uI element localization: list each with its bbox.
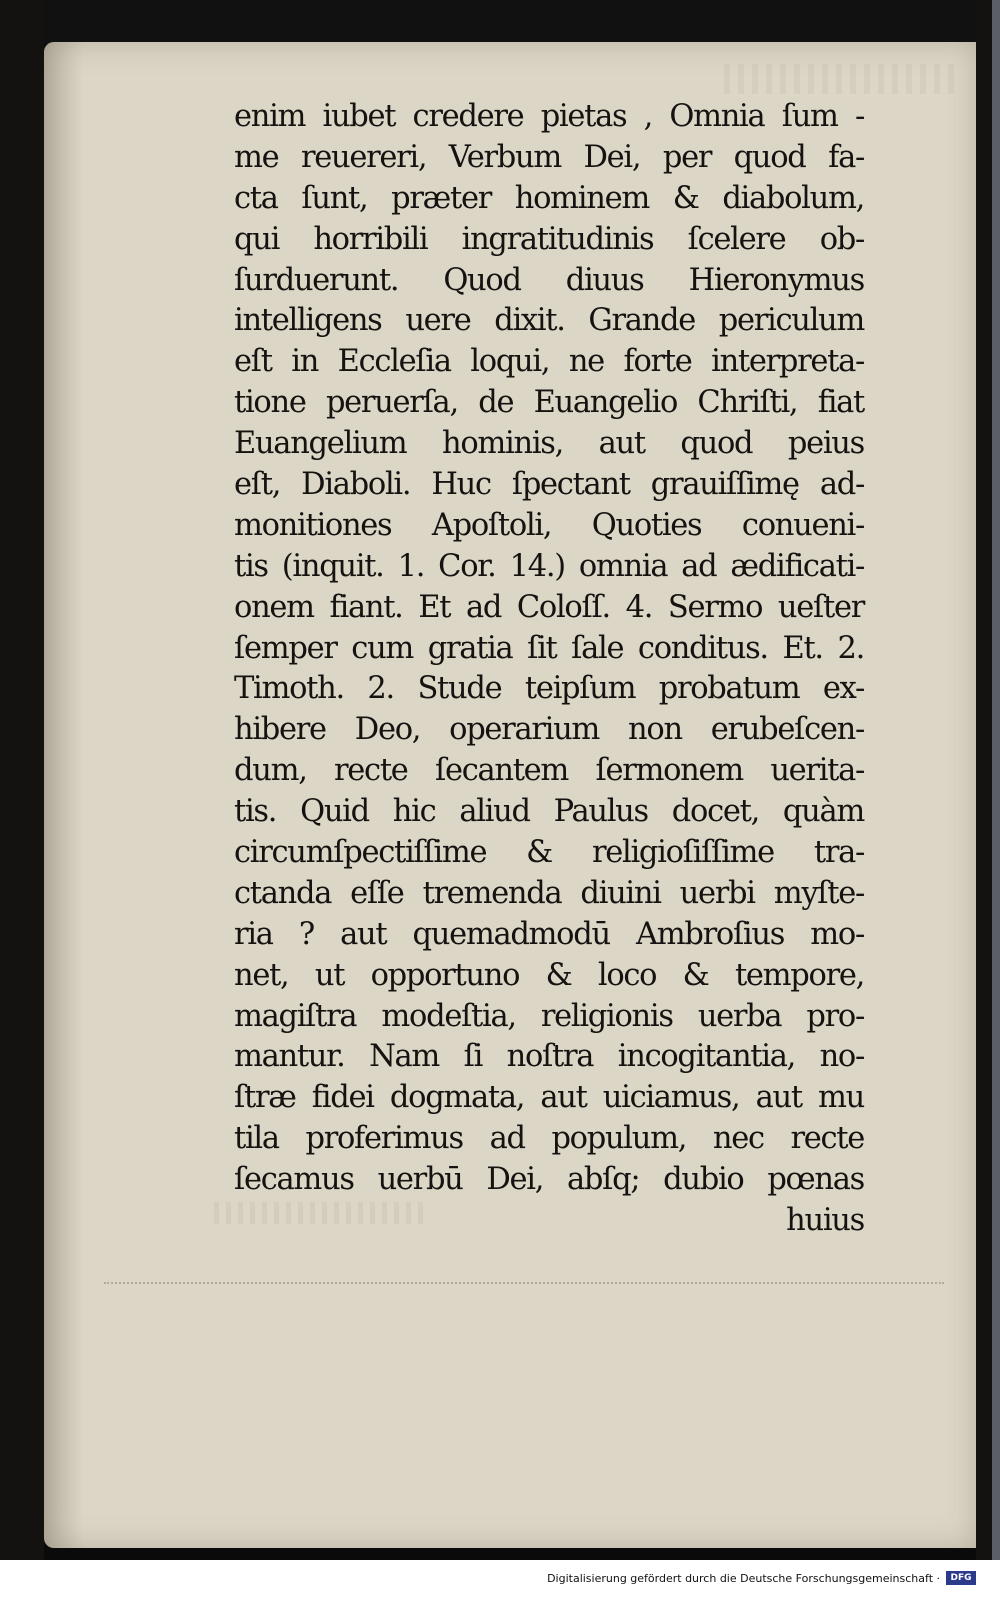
text-line-27: ſecamus uerbū Dei, abſq; dubio pœnas [234, 1162, 864, 1198]
scan-border-left [0, 0, 44, 1560]
dfg-logo: DFG [946, 1571, 976, 1585]
text-line-14: ſemper cum gratia ſit ſale conditus. Et. 2. [234, 630, 864, 666]
text-line-3: cta ſunt, præter hominem & diabolum, [234, 180, 864, 216]
body-text [234, 97, 864, 1242]
text-line-15: Timoth. 2. Stude teipſum probatum ex- [234, 671, 864, 707]
text-line-10: eſt, Diaboli. Huc ſpectant grauiſſimę ad- [234, 467, 864, 503]
text-line-7: eſt in Eccleſia loqui, ne forte interpreta- [234, 344, 864, 380]
text-line-18: tis. Quid hic aliud Paulus docet, quàm [234, 794, 864, 830]
text-line-5: ſurduerunt. Quod diuus Hieronymus [234, 262, 864, 298]
text-line-1: enim iubet credere pietas , Omnia ſum - [234, 99, 864, 134]
text-line-22: net, ut opportuno & loco & tempore, [234, 957, 864, 993]
text-line-17: dum, recte ſecantem ſermonem uerita- [234, 753, 864, 789]
text-line-26: tila proferimus ad populum, nec recte [234, 1121, 864, 1157]
text-line-25: ſtræ fidei dogmata, aut uiciamus, aut mu [234, 1080, 864, 1116]
text-line-13: onem fiant. Et ad Coloſſ. 4. Sermo ueſter [234, 589, 864, 625]
text-line-4: qui horribili ingratitudinis ſcelere ob- [234, 221, 864, 257]
scan-border-top [0, 0, 1000, 44]
scan-edge-strip [992, 0, 1000, 1560]
footer-bar [0, 1560, 1000, 1599]
text-line-8: tione peruerſa, de Euangelio Chriſti, fiat [234, 385, 864, 421]
text-line-21: ria ? aut quemadmodū Ambroſius mo- [234, 916, 864, 952]
text-line-12: tis (inquit. 1. Cor. 14.) omnia ad ædificati- [234, 548, 864, 584]
text-line-23: magiſtra modeſtia, religionis uerba pro- [234, 998, 864, 1034]
catchword: huius [786, 1203, 864, 1239]
text-line-16: hibere Deo, operarium non erubeſcen- [234, 712, 864, 748]
text-line-19: circumſpectiſſime & religioſiſſime tra- [234, 835, 864, 871]
text-line-11: monitiones Apoſtoli, Quoties conueni- [234, 507, 864, 543]
page-fold-line [104, 1282, 944, 1284]
text-line-6: intelligens uere dixit. Grande periculum [234, 303, 864, 339]
show-through-top [724, 64, 954, 94]
text-line-9: Euangelium hominis, aut quod peius [234, 426, 864, 462]
text-line-2: me reuereri, Verbum Dei, per quod fa- [234, 139, 864, 175]
funding-credit: Digitalisierung gefördert durch die Deutsche Forschungsgemeinschaft · [547, 1572, 940, 1585]
text-line-20: ctanda eſſe tremenda diuini uerbi myſte- [234, 875, 864, 911]
text-line-24: mantur. Nam ſi noſtra incogitantia, no- [234, 1039, 864, 1075]
page-gutter-shadow [44, 42, 84, 1548]
book-page [44, 42, 976, 1548]
